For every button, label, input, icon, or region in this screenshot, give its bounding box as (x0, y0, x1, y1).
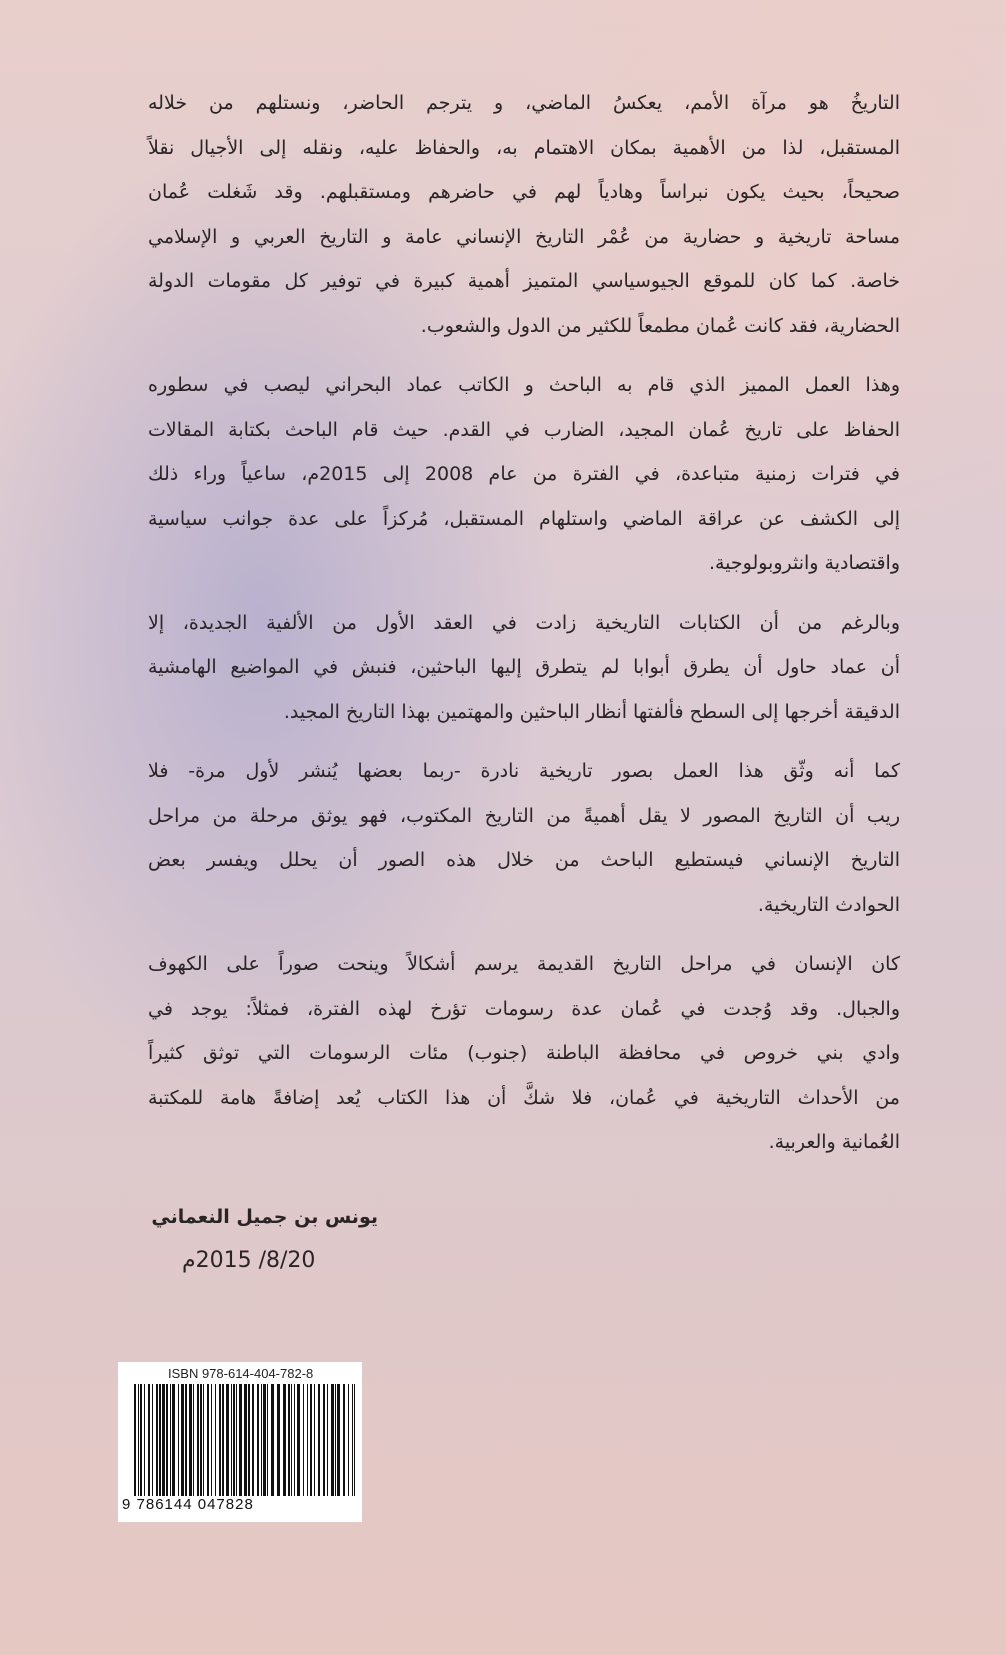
barcode-bar (148, 1384, 150, 1496)
paragraph (148, 942, 900, 1165)
barcode-bar (162, 1384, 165, 1496)
text-line: صحيحاً، بحيث يكون نبراساً وهادياً لهم في حاضرهم ومستقبلهم. وقد شَغلت عُمان (148, 181, 900, 203)
barcode-bar (267, 1384, 268, 1496)
barcode-bar (248, 1384, 250, 1496)
barcode-bar (244, 1384, 247, 1496)
barcode-bar (144, 1384, 145, 1496)
barcode-bar (185, 1384, 187, 1496)
barcode-bar (211, 1384, 212, 1496)
paragraph (148, 601, 900, 735)
barcode-bar (294, 1384, 295, 1496)
text-line: وهذا العمل المميز الذي قام به الباحث و الكاتب عماد البحراني ليصب في سطوره (148, 374, 900, 396)
barcode-bar (271, 1384, 274, 1496)
barcode-bar (343, 1384, 345, 1496)
barcode-bar (166, 1384, 168, 1496)
barcode-bar (257, 1384, 259, 1496)
text-line: مساحة تاريخية و حضارية من عُمْر التاريخ الإنساني عامة و التاريخ العربي و الإسلامي (148, 225, 900, 248)
barcode-bar (215, 1384, 216, 1496)
text-line: وادي بني خروص في محافظة الباطنة (جنوب) مئات الرسومات التي توثق كثيراً (148, 1042, 900, 1064)
barcode-bar (337, 1384, 340, 1496)
back-cover-text (148, 81, 900, 1180)
text-line: من الأحداث التاريخية في عُمان، فلا شكَّ أن هذا الكتاب يُعد إضافةً هامة للمكتبة (148, 1086, 900, 1109)
paragraph (148, 749, 900, 927)
text-line: كما أنه وثّق هذا العمل بصور تاريخية نادرة -ربما بعضها يُنشر لأول مرة- فلا (148, 760, 900, 782)
barcode-bar (134, 1384, 136, 1496)
paragraph (148, 81, 900, 348)
barcode-bars (134, 1384, 358, 1496)
author-signature: يونس بن جميل النعماني (151, 1206, 378, 1228)
text-line: ريب أن التاريخ المصور لا يقل أهميةً من التاريخ المكتوب، فهو يوثق مرحلة من مراحل (148, 804, 900, 827)
barcode-bar (200, 1384, 202, 1496)
barcode-bar (172, 1384, 175, 1496)
text-line: خاصة. كما كان للموقع الجيوسياسي المتميز أهمية كبيرة في توفير كل مقومات الدولة (148, 270, 900, 292)
text-line: الحضارية، فقد كانت عُمان مطمعاً للكثير من الدول والشعوب. (420, 314, 900, 337)
barcode-bar (318, 1384, 320, 1496)
barcode-bar (226, 1384, 229, 1496)
text-line: واقتصادية وانثروبولوجية. (708, 552, 900, 574)
barcode-bar (354, 1384, 355, 1496)
text-line: أن عماد حاول أن يطرق أبوابا لم يتطرق إليها الباحثين، فنبش في المواضيع الهامشية (148, 656, 900, 678)
barcode-bar (331, 1384, 334, 1496)
text-line: العُمانية والعربية. (768, 1131, 900, 1153)
barcode-bar (239, 1384, 242, 1496)
barcode-bar (159, 1384, 161, 1496)
text-line: المستقبل، لذا من الأهمية بمكان الاهتمام به، والحفاظ عليه، ونقله إلى الأجيال نقلاً (148, 136, 900, 159)
barcode-bar (189, 1384, 192, 1496)
barcode-bar (352, 1384, 353, 1496)
barcode-bar (310, 1384, 312, 1496)
text-line: الحوادث التاريخية. (757, 893, 900, 916)
text-line: الدقيقة أخرجها إلى السطح فألفتها أنظار الباحثين والمهتمين بهذا التاريخ المجيد. (283, 700, 900, 723)
barcode-bar (231, 1384, 232, 1496)
barcode-bar (291, 1384, 292, 1496)
barcode-digits: 9 786144 047828 (122, 1496, 254, 1513)
barcode-bar (348, 1384, 349, 1496)
barcode-bar (288, 1384, 290, 1496)
text-line: التاريخ الإنساني فيستطيع الباحث من خلال هذه الصور أن يحلل ويفسر بعض (148, 849, 900, 871)
barcode-bar (263, 1384, 266, 1496)
barcode-bar (283, 1384, 286, 1496)
text-line: إلى الكشف عن عراقة الماضي واستلهام المستقبل، مُركزاً على عدة جوانب سياسية (148, 507, 900, 530)
text-line: في فترات زمنية متباعدة، في الفترة من عام 2008 إلى 2015م، ساعياً وراء ذلك (148, 463, 900, 485)
barcode-bar (261, 1384, 262, 1496)
barcode-bar (323, 1384, 325, 1496)
barcode-bar (297, 1384, 300, 1496)
isbn-number: ISBN 978-614-404-782-8 (168, 1366, 314, 1381)
barcode-bar (236, 1384, 237, 1496)
barcode-bar (252, 1384, 254, 1496)
barcode-bar (314, 1384, 315, 1496)
barcode-bar (197, 1384, 199, 1496)
text-line: التاريخُ هو مرآة الأمم، يعكسُ الماضي، و يترجم الحاضر، ونستلهم من خلاله (148, 92, 900, 114)
barcode-bar (327, 1384, 328, 1496)
barcode-bar (222, 1384, 224, 1496)
barcode-bar (219, 1384, 221, 1496)
barcode-bar (307, 1384, 308, 1496)
barcode-bar (207, 1384, 209, 1496)
barcode-bar (277, 1384, 280, 1496)
text-line: والجبال. وقد وُجدت في عُمان عدة رسومات تؤرخ لهذه الفترة، فمثلاً: يوجد في (148, 997, 900, 1020)
barcode-bar (335, 1384, 336, 1496)
barcode-bar (181, 1384, 184, 1496)
barcode-bar (303, 1384, 304, 1496)
barcode-bar (170, 1384, 171, 1496)
barcode-bar (140, 1384, 142, 1496)
barcode-bar (233, 1384, 235, 1496)
barcode-bar (152, 1384, 153, 1496)
signature-date: م2015 /8/20 (182, 1248, 316, 1273)
text-line: الحفاظ على تاريخ عُمان المجيد، الضارب في القدم. حيث قام الباحث بكتابة المقالات (148, 418, 900, 441)
text-line: كان الإنسان في مراحل التاريخ القديمة يرسم أشكالاً وينحت صوراً على الكهوف (148, 953, 900, 975)
paragraph (148, 363, 900, 586)
barcode-bar (178, 1384, 179, 1496)
barcode-bar (193, 1384, 194, 1496)
barcode-bar (203, 1384, 204, 1496)
barcode-bar (138, 1384, 139, 1496)
isbn-barcode (118, 1362, 362, 1522)
barcode-bar (156, 1384, 158, 1496)
text-line: وبالرغم من أن الكتابات التاريخية زادت في العقد الأول من الألفية الجديدة، إلا (148, 611, 900, 634)
